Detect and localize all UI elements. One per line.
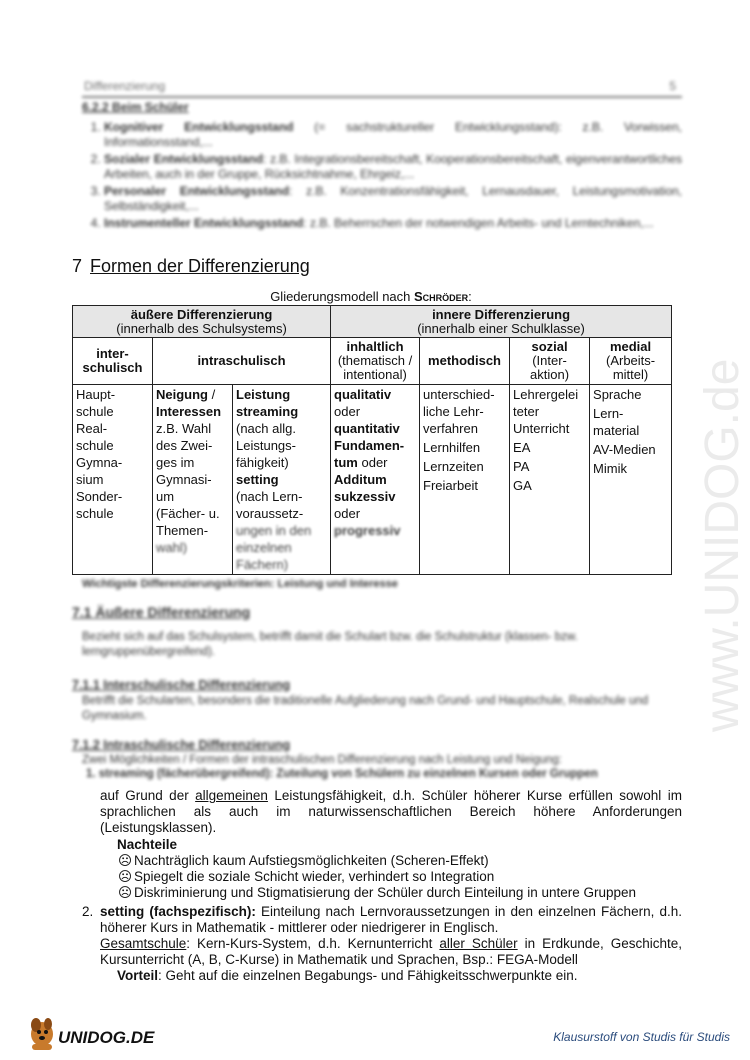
text-underlined: Gesamtschule (100, 936, 187, 951)
col-subtitle: (Inter- aktion) (530, 353, 570, 382)
cell-leistung (233, 385, 331, 575)
table-row (73, 306, 672, 338)
cell-line: material (593, 423, 640, 438)
section-7-1-2-heading (72, 738, 290, 752)
logo-text: UNIDOG.DE (58, 1028, 155, 1047)
col-header-methodisch: methodisch (420, 338, 510, 385)
cell-line: oder (334, 506, 361, 521)
cell-line: Sonder- (76, 489, 123, 504)
header-subtitle: (innerhalb des Schulsystems) (116, 321, 287, 336)
cell-term: qualitativ (334, 387, 392, 402)
cell-line: (nach Lern- (236, 489, 303, 504)
list-item (104, 152, 682, 183)
item-text: : z.B. Integrationsbereitschaft, Kooperationsbereitschaft, eigenverantwortliches Arbeiten, auch in der Gruppe, Rücksichtnahme, Ehrgeiz,... (104, 151, 683, 181)
col-title: medial (609, 339, 652, 354)
sad-face-icon: ☹ (118, 869, 133, 884)
cell-line: schule (76, 404, 114, 419)
development-list (82, 120, 682, 232)
text: : Geht auf die einzelnen Begabungs- und Fähigkeitsschwerpunkte ein. (158, 968, 578, 983)
cell-term: sukzessiv (334, 489, 396, 504)
cell-line: PA (513, 459, 530, 474)
col-header-inhaltlich (331, 338, 420, 385)
list-item (82, 885, 682, 901)
cell-line: Freiarbeit (423, 478, 478, 493)
item-text: (= sachstruktureller Entwicklungsstand): z.B. Vorwissen, Informationsstand,... (104, 119, 682, 149)
cell-term: Additum (334, 472, 387, 487)
cell-line: sium (76, 472, 104, 487)
cell-line: um (156, 489, 175, 504)
item-term: Personaler Entwicklungsstand (104, 183, 290, 198)
intro-line: Zwei Möglichkeiten / Formen der intraschulischen Differenzierung nach Leistung und Neigung: (82, 754, 562, 766)
cell-interschulisch (73, 385, 153, 575)
section-heading: 6.2.2 Beim Schüler (82, 100, 189, 114)
advantage-line (100, 968, 682, 984)
header-internal-differentiation (331, 306, 672, 338)
item-term: Sozialer Entwicklungsstand (104, 151, 264, 166)
heading-text: 7.1.2 Intraschulische Differenzierung (72, 738, 291, 752)
table-caption (72, 289, 670, 304)
cell-line: AV-Medien (593, 442, 656, 457)
section-7-1-1-heading (72, 678, 290, 692)
cell-line: z.B. Wahl (156, 421, 212, 436)
header-title: Differenzierung (84, 79, 166, 93)
watermark-text: www.UNIDOG.de (696, 358, 749, 732)
item-text: : z.B. Beherrschen der notwendigen Arbeits- und Lerntechniken,... (303, 215, 654, 230)
item-term: Kognitiver Entwicklungsstand (104, 119, 294, 134)
page-number: 5 (669, 79, 676, 93)
col-title: inhaltlich (346, 339, 404, 354)
cell-term: setting (236, 472, 279, 487)
cell-line: oder (357, 455, 388, 470)
watermark (650, 280, 750, 740)
table-row (73, 338, 672, 385)
cell-line: fähigkeit) (236, 455, 289, 470)
cell-term: tum (334, 455, 358, 470)
con-text: Diskriminierung und Stigmatisierung der Schüler durch Einteilung in untere Gruppen (134, 885, 637, 900)
header-external-differentiation (73, 306, 331, 338)
differentiation-table (72, 305, 672, 575)
advantage-label: Vorteil (117, 968, 159, 983)
cell-line: / (208, 387, 216, 402)
section-7-1-2-text (82, 753, 677, 781)
col-title: sozial (531, 339, 568, 354)
caption-prefix: Gliederungsmodell nach (270, 289, 414, 304)
cell-line: wahl) (156, 540, 188, 555)
cell-term: Interessen (156, 404, 222, 419)
text-underlined: aller Schüler (439, 936, 518, 951)
item-text: : z.B. Konzentrationsfähigkeit, Lernausdauer, Leistungsmotivation, Selbständigkeit,... (104, 183, 682, 213)
item-number: 2. (82, 904, 94, 919)
cell-line: (nach allg. (236, 421, 296, 436)
cell-line: GA (513, 478, 532, 493)
sad-face-icon: ☹ (118, 885, 133, 900)
cell-neigung (153, 385, 233, 575)
cell-term: Leistung (236, 387, 291, 402)
heading-text: 7.1 Äußere Differenzierung (72, 604, 251, 620)
col-subtitle: (Arbeits- mittel) (605, 353, 656, 382)
section-7-1-text: Bezieht sich auf das Schulsystem, betrifft damit die Schulart bzw. die Schulstruktur (klassen- bzw. lerngruppenübergreifend). (82, 631, 578, 658)
cell-line: einzelnen (236, 540, 292, 555)
cell-term: Fundamen- (334, 438, 405, 453)
section-7-heading (72, 256, 310, 277)
cell-line: Mimik (593, 461, 627, 476)
cell-line: ungen in den (236, 523, 312, 538)
section-7-1-1-text: Betrifft die Schularten, besonders die traditionelle Aufgliederung nach Grund- und Hauptschule, Realschule und Gymnasium. (82, 695, 649, 722)
list-item (104, 216, 682, 232)
cell-line: unterschied- (423, 387, 495, 402)
cell-term: Neigung (156, 387, 208, 402)
cell-line: des Zwei- (156, 438, 213, 453)
header-title: innere Differenzierung (432, 307, 571, 322)
streaming-description (82, 788, 682, 836)
text: auf Grund der (100, 788, 196, 803)
section-7-1-heading (72, 604, 250, 620)
cell-line: EA (513, 440, 531, 455)
cell-line: Unterricht (513, 421, 570, 436)
gesamtschule-line (100, 936, 682, 968)
cell-line: Real- (76, 421, 108, 436)
text: in Erdkunde, Geschichte, Kursunterricht (A, B, C-Kurse) in Mathematik und Sprachen, Bsp.: FEGA-Modell (100, 936, 682, 967)
col-header-sozial (510, 338, 590, 385)
cell-line: Lernhilfen (423, 440, 481, 455)
cell-line: Sprache (593, 387, 642, 402)
cell-line: (Fächer- u. (156, 506, 220, 521)
setting-item (82, 904, 682, 984)
cell-line: Haupt- (76, 387, 116, 402)
cell-line: Gymna- (76, 455, 123, 470)
cell-line: Lehrergelei (513, 387, 579, 402)
cell-line: Gymnasi- (156, 472, 212, 487)
setting-text (100, 904, 682, 984)
cell-line: Lernzeiten (423, 459, 484, 474)
item-term: Instrumenteller Entwicklungsstand (104, 215, 304, 230)
unidog-logo (24, 1008, 184, 1052)
disadvantages-label: Nachteile (117, 837, 178, 852)
text: : Kern-Kurs-System, d.h. Kernunterricht (186, 936, 440, 951)
section-6-2-2 (82, 100, 682, 232)
list-item (82, 869, 682, 885)
cell-line: teter (513, 404, 540, 419)
sad-face-icon: ☹ (118, 853, 133, 868)
text: Leistungsfähigkeit, d.h. Schüler höherer Kurse erfüllen sowohl im sprachlichen als auch im naturwissenschaftlichen Bereich höhere Anforderungen (Leistungsklassen). (100, 788, 682, 835)
con-text: Nachträglich kaum Aufstiegsmöglichkeiten (Scheren-Effekt) (134, 853, 489, 868)
page-header (82, 76, 682, 98)
cell-line: Leistungs- (236, 438, 296, 453)
cell-line: schule (76, 506, 114, 521)
col-header-intraschulisch: intraschulisch (153, 338, 331, 385)
caption-author: Schröder (414, 289, 469, 304)
heading-text: 7.1.1 Interschulische Differenzierung (72, 678, 291, 692)
list-item (104, 120, 682, 151)
cell-line: voraussetz- (236, 506, 304, 521)
item-term: setting (fachspezifisch): (100, 904, 256, 919)
col-header-interschulisch: inter- schulisch (73, 338, 153, 385)
header-subtitle: (innerhalb einer Schulklasse) (417, 321, 585, 336)
cell-term: progressiv (334, 523, 401, 538)
cell-methodisch (420, 385, 510, 575)
streaming-setting-body (82, 788, 682, 984)
list-item (104, 184, 682, 215)
cell-sozial (510, 385, 590, 575)
text: Einteilung nach Lernvoraussetzungen in den einzelnen Fächern, d.h. höherer Kurs in Mathematik - mittlerer oder niedrigerer in Englisch. (100, 904, 682, 935)
cell-line: liche Lehr- (423, 404, 484, 419)
cell-line: schule (76, 438, 114, 453)
cell-term: quantitativ (334, 421, 400, 436)
header-title: äußere Differenzierung (130, 307, 273, 322)
table-row (73, 385, 672, 575)
dog-icon (24, 1008, 184, 1052)
text-underlined: allgemeinen (195, 788, 268, 803)
footer-slogan: Klausurstoff von Studis für Studis (553, 1030, 730, 1044)
cell-line: Fächern) (236, 557, 289, 572)
list-item (82, 853, 682, 869)
section-title: Formen der Differenzierung (90, 256, 310, 276)
criteria-note: Wichtigste Differenzierungskriterien: Leistung und Interesse (82, 578, 398, 590)
col-subtitle: (thematisch / intentional) (337, 353, 413, 382)
cell-line: Themen- (156, 523, 209, 538)
cell-inhaltlich (331, 385, 420, 575)
con-text: Spiegelt die soziale Schicht wieder, verhindert so Integration (134, 869, 495, 884)
cell-line: verfahren (423, 421, 478, 436)
cell-term: streaming (236, 404, 299, 419)
section-number: 7 (72, 256, 83, 276)
streaming-line: 1. streaming (fächerübergreifend): Zuteilung von Schülern zu einzelnen Kursen oder Gruppen (86, 768, 598, 780)
caption-suffix: : (468, 289, 472, 304)
cell-line: oder (334, 404, 361, 419)
cell-line: ges im (156, 455, 195, 470)
cell-line: Lern- (593, 406, 624, 421)
